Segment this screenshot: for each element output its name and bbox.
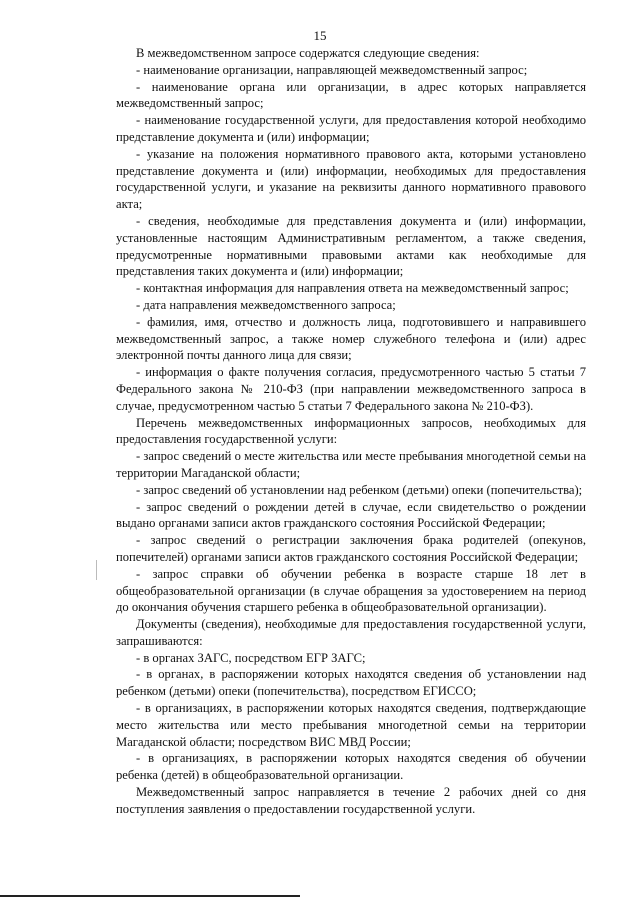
page-number: 15 — [313, 28, 327, 43]
list-item-request-date: - дата направления межведомственного запроса; — [136, 297, 396, 312]
list-item-zags: - в органах ЗАГС, посредством ЕГР ЗАГС; — [136, 650, 366, 665]
paragraph-documents-intro: Документы (сведения), необходимые для предоставления государственной услуги, запрашиваются: — [116, 617, 586, 648]
paragraph-intro: В межведомственном запросе содержатся следующие сведения: — [136, 46, 480, 60]
list-item-education-request: - запрос справки об обучении ребенка в возрасте старше 18 лет в общеобразовательной организации (в случае обращения за удостоверением на период до окончания обучения старшего ребенка в общеобразовательной организации). — [116, 566, 586, 615]
list-item-school: - в организациях, в распоряжении которых находятся сведения об обучении ребенка (детей) в общеобразовательной организации. — [116, 751, 586, 783]
list-item-recipient-organization: - наименование органа или организации, в адрес которых направляется межведомственный запрос; — [116, 79, 586, 111]
list-item-requesting-organization: - наименование организации, направляющей межведомственный запрос; — [136, 62, 528, 77]
list-item-responsible-person: - фамилия, имя, отчество и должность лица, подготовившего и направившего межведомственный запрос, а также номер служебного телефона и (или) адрес электронной почты данного лица для связи; — [116, 314, 586, 363]
list-item-birth-request: - запрос сведений о рождении детей в случае, если свидетельство о рождении выдано органами записи актов гражданского состояния Российской Федерации; — [116, 499, 586, 531]
list-item-guardianship-request: - запрос сведений об установлении над ребенком (детьми) опеки (попечительства); — [136, 482, 583, 497]
list-item-mvd: - в организациях, в распоряжении которых находятся сведения, подтверждающие место жительства или место пребывания многодетной семьи на территории Магаданской области; посредством ВИС МВД России; — [116, 701, 586, 749]
list-item-egisso: - в органах, в распоряжении которых находятся сведения об установлении над ребенком (детьми) опеки (попечительства), посредством ЕГИССО; — [116, 667, 586, 699]
list-item-required-information: - сведения, необходимые для представления документа и (или) информации, установленные настоящим Административным регламентом, а также сведения, предусмотренные нормативными правовыми актами как необходимые для представления таких документа и (или) информации; — [116, 213, 586, 279]
paragraph-deadline: Межведомственный запрос направляется в течение 2 рабочих дней со дня поступления заявления о предоставлении государственной услуги. — [116, 785, 586, 816]
list-item-service-name: - наименование государственной услуги, для предоставления которой необходимо представление документа и (или) информации; — [116, 113, 586, 144]
bottom-rule — [0, 895, 300, 897]
list-item-marriage-request: - запрос сведений о регистрации заключения брака родителей (опекунов, попечителей) органами записи актов гражданского состояния Российской Федерации; — [116, 533, 586, 564]
list-item-consent-info: - информация о факте получения согласия, предусмотренного частью 5 статьи 7 Федерального закона № 210-ФЗ (при направлении межведомственного запроса в случае, предусмотренном частью 5 статьи 7 Федерального закона № 210-ФЗ). — [116, 365, 586, 413]
document-body — [116, 45, 586, 818]
list-item-legal-act-reference: - указание на положения нормативного правового акта, которыми установлено представление документа и (или) информации, необходимых для предоставления государственной услуги, и указание на реквизиты данного нормативного правового акта; — [116, 146, 586, 212]
scan-mark — [96, 560, 97, 580]
paragraph-request-list-intro: Перечень межведомственных информационных запросов, необходимых для предоставления государственной услуги: — [116, 415, 586, 447]
list-item-contact-info: - контактная информация для направления ответа на межведомственный запрос; — [136, 281, 569, 296]
list-item-residence-request: - запрос сведений о месте жительства или месте пребывания многодетной семьи на территории Магаданской области; — [116, 449, 586, 480]
